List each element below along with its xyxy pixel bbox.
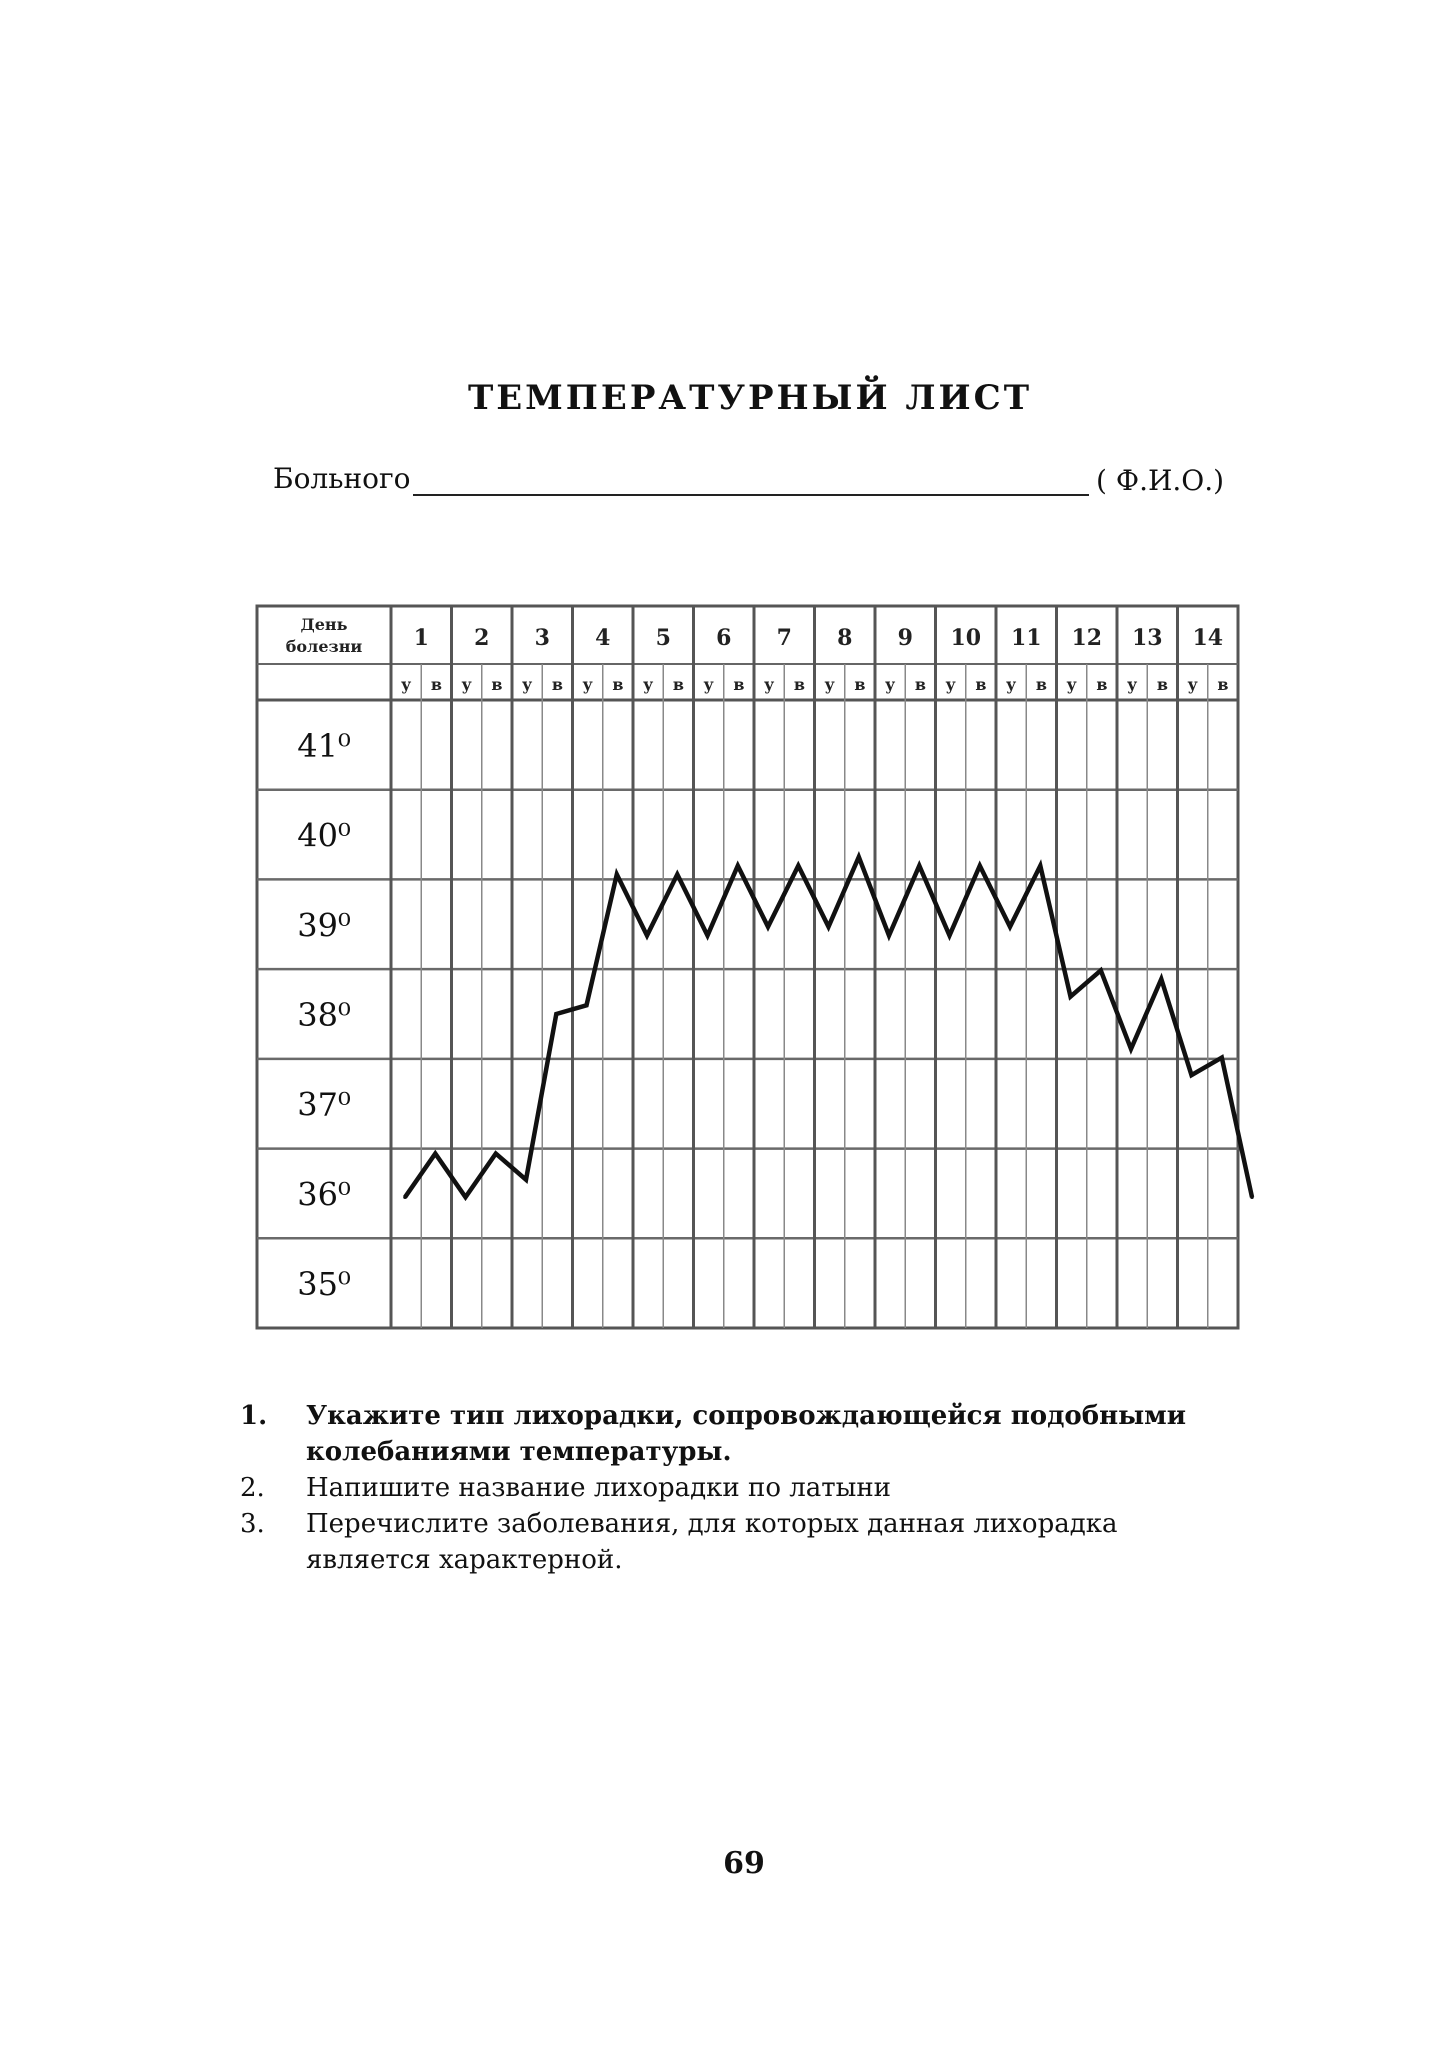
y-tick-label: 39⁰ [297,906,351,945]
temperature-point [1039,864,1043,868]
time-of-day-label: у [703,675,714,694]
chart-frame [257,606,1238,1328]
temperature-point [706,934,710,938]
time-of-day-label: у [1006,675,1017,694]
temperature-point [1069,995,1073,999]
temperature-point [1250,1195,1254,1199]
time-of-day-label: у [945,675,956,694]
temperature-point [555,1012,559,1016]
day-number: 14 [1192,625,1224,651]
temperature-point [978,864,982,868]
temperature-point [676,873,680,877]
question-text: Перечислите заболевания, для которых данная лихорадка является характерной. [306,1509,1118,1575]
time-of-day-label: у [461,675,472,694]
temperature-point [524,1178,528,1182]
question-number: 3. [240,1509,265,1539]
day-number: 7 [776,625,792,651]
day-number: 13 [1131,625,1163,651]
day-number: 9 [897,625,913,651]
time-of-day-label: у [522,675,533,694]
time-of-day-label: у [582,675,593,694]
question-item [240,1506,1250,1578]
temperature-point [494,1152,498,1156]
day-number: 2 [474,625,490,651]
temperature-point [827,925,831,929]
time-of-day-label: в [672,675,684,694]
question-number: 2. [240,1473,265,1503]
temperature-point [887,934,891,938]
time-of-day-label: у [1127,675,1138,694]
time-of-day-label: в [430,675,442,694]
time-of-day-label: в [612,675,624,694]
question-text: Напишите название лихорадки по латыни [306,1473,891,1503]
day-number: 10 [950,625,982,651]
time-of-day-label: в [914,675,926,694]
day-number: 5 [655,625,671,651]
temperature-point [615,873,619,877]
patient-label: Больного [273,462,411,495]
patient-name-hint: ( Ф.И.О.) [1096,464,1225,497]
y-tick-label: 35⁰ [297,1265,351,1304]
time-of-day-label: в [551,675,563,694]
day-number: 6 [716,625,732,651]
temperature-point [403,1195,407,1199]
temperature-point [918,864,922,868]
time-of-day-label: в [1096,675,1108,694]
y-tick-label: 37⁰ [297,1085,351,1124]
temperature-line [405,857,1252,1197]
temperature-point [434,1152,438,1156]
temperature-point [585,1004,589,1008]
time-of-day-label: в [733,675,745,694]
day-number: 11 [1010,625,1042,651]
temperature-point [464,1195,468,1199]
temperature-point [1190,1073,1194,1077]
time-of-day-label: в [491,675,503,694]
temperature-point [1129,1047,1133,1051]
time-of-day-label: у [643,675,654,694]
day-number: 8 [837,625,853,651]
temperature-point [1220,1056,1224,1060]
question-item [240,1398,1250,1470]
temperature-point [1160,977,1164,981]
question-item [240,1470,1250,1506]
time-of-day-label: в [1156,675,1168,694]
page-title: ТЕМПЕРАТУРНЫЙ ЛИСТ [467,378,1033,418]
time-of-day-label: у [1066,675,1077,694]
y-tick-label: 38⁰ [297,996,351,1034]
temperature-point [766,925,770,929]
y-tick-label: 40⁰ [297,816,351,855]
temperature-point [1008,925,1012,929]
question-list [240,1398,1250,1578]
question-number: 1. [240,1401,268,1431]
day-number: 3 [534,625,550,651]
time-of-day-label: в [854,675,866,694]
day-number: 4 [595,625,611,651]
time-of-day-label: в [1217,675,1229,694]
time-of-day-label: у [764,675,775,694]
page-number: 69 [723,1846,765,1881]
time-of-day-label: у [1187,675,1198,694]
question-text: Укажите тип лихорадки, сопровождающейся подобными колебаниями температуры. [306,1401,1187,1467]
y-tick-label: 36⁰ [297,1175,351,1214]
temperature-point [857,855,861,859]
y-tick-label: 41⁰ [297,726,351,765]
time-of-day-label: у [401,675,412,694]
temperature-point [948,934,952,938]
day-number: 12 [1071,625,1103,651]
temperature-point [797,864,801,868]
time-of-day-label: в [1035,675,1047,694]
day-header-label: День болезни [285,615,363,656]
temperature-point [1099,969,1103,973]
temperature-point [645,934,649,938]
day-number: 1 [413,625,429,651]
time-of-day-label: у [885,675,896,694]
temperature-point [736,864,740,868]
time-of-day-label: в [793,675,805,694]
time-of-day-label: в [975,675,987,694]
time-of-day-label: у [824,675,835,694]
